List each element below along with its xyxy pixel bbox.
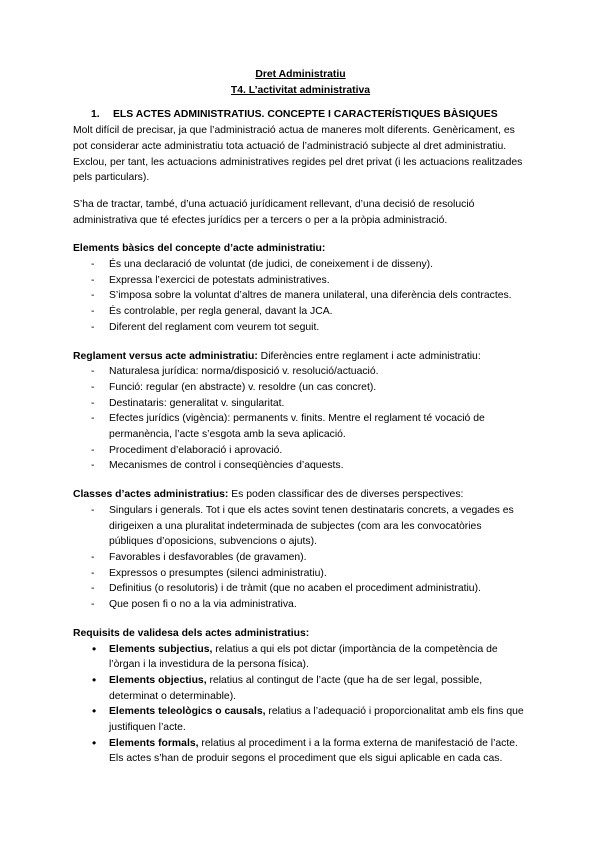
requisit-term: Elements formals,: [109, 737, 199, 749]
list-item: - És controlable, per regla general, davant la JCA.: [73, 304, 528, 320]
list-item: - Expressa l’exercici de potestats administratives.: [73, 273, 528, 289]
list-item: - Funció: regular (en abstracte) v. resoldre (un cas concret).: [73, 380, 528, 396]
list-item: [73, 673, 528, 704]
intro-paragraph-1: Molt difícil de precisar, ja que l’administració actua de maneres molt diferents. Genèricament, es pot considerar acte administratiu tota actuació de l’administració subjecte al dret administratiu. Exclou, per tant, les actuacions administratives regides pel dret privat (i les actuacions realitzades pels particulars).: [73, 125, 523, 184]
list-item: - S’imposa sobre la voluntat d’altres de manera unilateral, una diferència dels contractes.: [73, 288, 528, 304]
reglament-heading: [73, 349, 528, 365]
list-item: [73, 642, 528, 673]
list-item: - Destinataris: generalitat v. singularitat.: [73, 396, 528, 412]
intro-paragraph-2: S’ha de tractar, també, d’una actuació jurídicament rellevant, d’una decisió de resolució administrativa que té efectes jurídics per a tercers o per a la pròpia administració.: [73, 198, 475, 226]
list-item: - Expressos o presumptes (silenci administratiu).: [73, 566, 528, 582]
requisit-term: Elements subjectius,: [109, 643, 213, 655]
list-item: - Que posen fi o no a la via administrativa.: [73, 597, 528, 613]
classes-list: [73, 503, 528, 613]
classes-heading: [73, 487, 528, 503]
document-title: Dret Administratiu: [255, 69, 346, 80]
requisit-text: relatius al procediment i a la forma externa de manifestació de l’acte. Els actes s’han de produir segons el procediment que els sigui aplicable en cada cas.: [109, 737, 518, 765]
elements-block: [73, 241, 528, 335]
document-subtitle: T4. L’activitat administrativa: [230, 84, 371, 96]
document-page: [73, 67, 528, 767]
list-item: - Favorables i desfavorables (de gravamen).: [73, 550, 528, 566]
reglament-list: [73, 364, 528, 474]
section-heading-text: ELS ACTES ADMINISTRATIUS. CONCEPTE I CARACTERÍSTIQUES BÀSIQUES: [113, 109, 498, 121]
elements-title: Elements bàsics del concepte d’acte administratiu:: [73, 243, 326, 255]
requisits-list: [73, 642, 528, 768]
requisit-text: relatius al contingut de l’acte (que ha de ser legal, possible, determinat o determinable).: [109, 674, 483, 702]
list-item: - Singulars i generals. Tot i que els actes sovint tenen destinataris concrets, a vegades es dirigeixen a una pluralitat indeterminada de subjectes (com ara les convocatòries públiques d’oposicions, subvencions o ajuts).: [73, 503, 528, 550]
classes-title: Classes d’actes administratius:: [73, 489, 229, 501]
requisit-text: relatius a l’adequació i proporcionalitat amb els fins que justifiquen l’acte.: [109, 706, 524, 734]
list-item: - Procediment d’elaboració i aprovació.: [73, 443, 528, 459]
list-item: - Naturalesa jurídica: norma/disposició v. resolució/actuació.: [73, 364, 528, 380]
requisit-text: relatius a qui els pot dictar (importància de la competència de l’òrgan i la investidura de la persona física).: [109, 643, 498, 671]
section-number: 1.: [91, 109, 100, 121]
section-heading: [91, 107, 528, 123]
reglament-intro: Diferències entre reglament i acte administratiu:: [257, 350, 481, 362]
list-item: - És una declaració de voluntat (de judici, de coneixement i de disseny).: [73, 257, 528, 273]
list-item: [73, 736, 528, 767]
requisits-title: Requisits de validesa dels actes administratius:: [73, 627, 310, 639]
requisits-block: [73, 626, 528, 767]
reglament-title: Reglament versus acte administratiu:: [73, 350, 258, 362]
list-item: - Mecanismes de control i conseqüències d’aquests.: [73, 458, 528, 474]
requisit-term: Elements objectius,: [109, 674, 207, 686]
classes-intro: Es poden classificar des de diverses perspectives:: [228, 489, 464, 501]
reglament-block: [73, 349, 528, 475]
classes-block: [73, 487, 528, 613]
list-item: - Efectes jurídics (vigència): permanents v. finits. Mentre el reglament té vocació de permanència, l’acte s’esgota amb la seva aplicació.: [73, 411, 528, 442]
list-item: - Definitius (o resolutoris) i de tràmit (que no acaben el procediment administratiu).: [73, 581, 528, 597]
list-item: - Diferent del reglament com veurem tot seguit.: [73, 320, 528, 336]
requisit-term: Elements teleològics o causals,: [109, 706, 266, 718]
list-item: [73, 704, 528, 735]
elements-list: [73, 257, 528, 336]
